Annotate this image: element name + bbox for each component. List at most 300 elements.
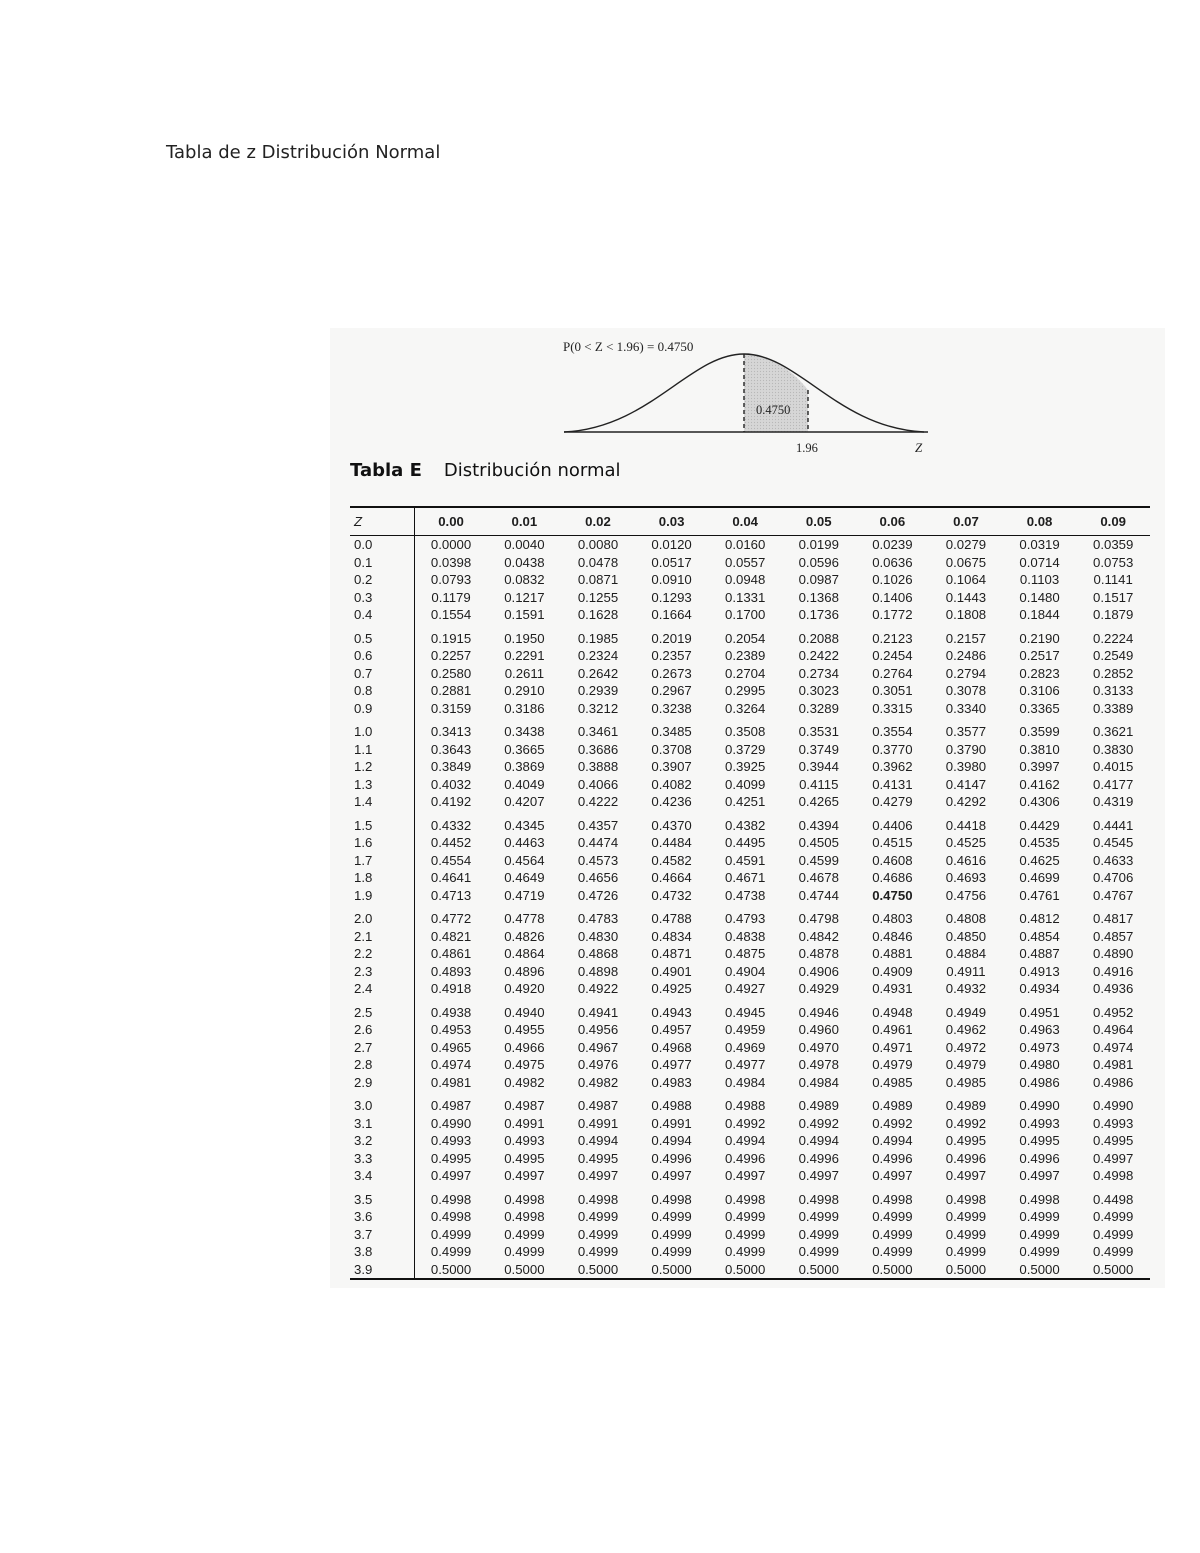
probability-cell: 0.4998 <box>1093 1168 1134 1183</box>
probability-cell: 0.4979 <box>872 1057 913 1072</box>
probability-cell: 0.4525 <box>945 835 987 850</box>
probability-cell: 0.4993 <box>1093 1115 1134 1131</box>
probability-cell: 0.3770 <box>872 741 913 757</box>
probability-cell: 0.4999 <box>725 1226 766 1242</box>
probability-cell: 0.0478 <box>577 554 619 570</box>
probability-cell: 0.4997 <box>725 1168 766 1183</box>
probability-cell: 0.0438 <box>504 554 545 570</box>
probability-cell: 0.3729 <box>725 741 766 757</box>
z-value-cell: 2.3 <box>350 963 414 981</box>
probability-cell: 0.4997 <box>945 1168 987 1183</box>
probability-cell: 0.4956 <box>577 1022 619 1037</box>
z-value-cell: 2.7 <box>350 1039 414 1057</box>
probability-cell: 0.4970 <box>798 1039 839 1055</box>
probability-cell: 0.4997 <box>430 1168 472 1183</box>
probability-cell: 0.4982 <box>577 1074 619 1090</box>
probability-cell: 0.2019 <box>651 630 692 646</box>
probability-cell: 0.1772 <box>872 607 913 622</box>
table-row <box>350 1167 1150 1185</box>
probability-cell: 0.4826 <box>504 928 545 944</box>
probability-cell: 0.4967 <box>577 1039 619 1055</box>
probability-cell: 0.4999 <box>1019 1226 1060 1242</box>
probability-cell: 0.4812 <box>1019 911 1060 926</box>
probability-cell: 0.5000 <box>782 1261 856 1280</box>
probability-cell: 0.4995 <box>430 1150 472 1166</box>
probability-cell: 0.4998 <box>504 1209 545 1224</box>
probability-cell: 0.1406 <box>872 589 913 605</box>
probability-cell: 0.4505 <box>798 835 839 850</box>
probability-cell: 0.3461 <box>577 724 619 739</box>
z-value-cell: 2.6 <box>350 1021 414 1039</box>
probability-cell: 0.4949 <box>945 1004 987 1020</box>
probability-cell: 0.4991 <box>504 1115 545 1131</box>
probability-cell: 0.4999 <box>1093 1244 1134 1259</box>
z-value-cell: 0.5 <box>350 624 414 648</box>
probability-cell: 0.0596 <box>798 554 839 570</box>
z-axis-label: Z <box>915 440 923 455</box>
table-row <box>350 963 1150 981</box>
probability-cell: 0.2157 <box>945 630 987 646</box>
probability-cell: 0.4394 <box>798 817 839 833</box>
table-row <box>350 700 1150 718</box>
probability-cell: 0.4999 <box>577 1244 619 1259</box>
normal-curve-figure <box>330 328 1165 458</box>
probability-cell: 0.1331 <box>725 589 766 605</box>
probability-cell: 0.4131 <box>872 776 913 792</box>
probability-cell: 0.4896 <box>504 963 545 979</box>
probability-cell: 0.2881 <box>430 683 472 698</box>
probability-cell: 0.3599 <box>1019 724 1060 739</box>
probability-cell: 0.4940 <box>504 1004 545 1020</box>
scanned-table-image <box>330 328 1165 1288</box>
probability-cell: 0.4878 <box>798 946 839 961</box>
table-row <box>350 1074 1150 1092</box>
probability-cell: 0.4977 <box>651 1057 692 1072</box>
table-body <box>350 536 1150 1280</box>
probability-cell: 0.4535 <box>1019 835 1060 850</box>
probability-cell: 0.0557 <box>725 554 766 570</box>
probability-cell: 0.4906 <box>798 963 839 979</box>
probability-cell: 0.3508 <box>725 724 766 739</box>
probability-cell: 0.0987 <box>798 572 839 587</box>
probability-cell: 0.4452 <box>430 835 472 850</box>
probability-cell: 0.4999 <box>651 1244 692 1259</box>
probability-cell: 0.5000 <box>488 1261 562 1280</box>
z-table <box>350 506 1150 1280</box>
column-header: 0.03 <box>635 507 709 536</box>
probability-cell: 0.3643 <box>430 741 472 757</box>
probability-cell: 0.4429 <box>1019 817 1060 833</box>
probability-cell: 0.4616 <box>945 852 987 868</box>
probability-cell: 0.4890 <box>1093 946 1134 961</box>
probability-cell: 0.4082 <box>651 776 692 792</box>
probability-cell: 0.4994 <box>872 1133 913 1148</box>
probability-cell: 0.4980 <box>1019 1057 1060 1072</box>
probability-cell: 0.4370 <box>651 817 692 833</box>
probability-cell: 0.0714 <box>1019 554 1060 570</box>
probability-cell: 0.4991 <box>577 1115 619 1131</box>
probability-cell: 0.4981 <box>430 1074 472 1090</box>
probability-cell: 0.4686 <box>872 870 913 885</box>
probability-cell: 0.4147 <box>945 776 987 792</box>
probability-cell: 0.3106 <box>1019 683 1060 698</box>
z-value-cell: 3.0 <box>350 1091 414 1115</box>
probability-cell: 0.3749 <box>798 741 839 757</box>
probability-cell: 0.4996 <box>945 1150 987 1166</box>
probability-cell: 0.2549 <box>1093 648 1134 663</box>
probability-cell: 0.2611 <box>504 665 545 681</box>
probability-cell: 0.2517 <box>1019 648 1060 663</box>
probability-cell: 0.4495 <box>725 835 766 850</box>
probability-cell: 0.4066 <box>577 776 619 792</box>
probability-cell: 0.3907 <box>651 759 692 774</box>
probability-cell: 0.2257 <box>430 648 472 663</box>
probability-cell: 0.4984 <box>798 1074 839 1090</box>
probability-cell: 0.4236 <box>651 794 692 809</box>
probability-cell: 0.3438 <box>504 724 545 739</box>
column-header: 0.09 <box>1076 507 1150 536</box>
probability-cell: 0.4990 <box>430 1115 472 1131</box>
column-header: 0.04 <box>708 507 782 536</box>
z-value-cell: 0.3 <box>350 589 414 607</box>
probability-cell: 0.2673 <box>651 665 692 681</box>
probability-cell: 0.2389 <box>725 648 766 663</box>
table-row <box>350 928 1150 946</box>
probability-cell: 0.0910 <box>651 572 692 587</box>
z-value-cell: 3.8 <box>350 1243 414 1261</box>
probability-cell: 0.3708 <box>651 741 692 757</box>
probability-cell: 0.4969 <box>725 1039 766 1055</box>
probability-cell: 0.5000 <box>1076 1261 1150 1280</box>
table-row <box>350 1226 1150 1244</box>
table-row <box>350 776 1150 794</box>
probability-cell: 0.4997 <box>872 1168 913 1183</box>
probability-cell: 0.4974 <box>430 1057 472 1072</box>
probability-cell: 0.4857 <box>1093 928 1134 944</box>
column-header: 0.05 <box>782 507 856 536</box>
probability-cell: 0.4909 <box>872 963 913 979</box>
probability-cell: 0.1808 <box>945 607 987 622</box>
probability-cell: 0.4778 <box>504 911 545 926</box>
probability-cell: 0.2454 <box>872 648 913 663</box>
probability-cell: 0.3389 <box>1093 700 1134 716</box>
probability-cell: 0.3023 <box>798 683 839 698</box>
z-value-cell: 0.0 <box>350 536 414 554</box>
probability-cell: 0.0319 <box>1019 537 1060 552</box>
probability-cell: 0.4993 <box>504 1133 545 1148</box>
header-row <box>350 507 1150 536</box>
probability-cell: 0.4693 <box>945 870 987 885</box>
probability-cell: 0.4554 <box>430 852 472 868</box>
probability-cell: 0.4997 <box>798 1168 839 1183</box>
probability-cell: 0.5000 <box>708 1261 782 1280</box>
probability-cell: 0.4972 <box>945 1039 987 1055</box>
probability-cell: 0.4732 <box>651 887 692 903</box>
probability-cell: 0.4049 <box>504 776 545 792</box>
z-value-cell: 3.1 <box>350 1115 414 1133</box>
probability-cell: 0.1293 <box>651 589 692 605</box>
probability-cell: 0.3485 <box>651 724 692 739</box>
z-value-cell: 0.7 <box>350 665 414 683</box>
probability-cell: 0.0753 <box>1093 554 1134 570</box>
probability-cell: 0.4999 <box>872 1226 913 1242</box>
probability-label: P(0 < Z < 1.96) = 0.4750 <box>563 339 694 354</box>
z-value-cell: 1.0 <box>350 717 414 741</box>
table-row <box>350 554 1150 572</box>
probability-cell: 0.4292 <box>945 794 987 809</box>
probability-cell: 0.4656 <box>577 870 619 885</box>
probability-cell: 0.4999 <box>430 1226 472 1242</box>
probability-cell: 0.4918 <box>430 981 472 996</box>
table-row <box>350 741 1150 759</box>
probability-cell: 0.4864 <box>504 946 545 961</box>
probability-cell: 0.2642 <box>577 665 619 681</box>
probability-cell: 0.4989 <box>798 1098 839 1113</box>
table-row <box>350 536 1150 554</box>
probability-cell: 0.4994 <box>651 1133 692 1148</box>
z-value-cell: 0.6 <box>350 647 414 665</box>
probability-cell: 0.4821 <box>430 928 472 944</box>
probability-cell: 0.4032 <box>430 776 472 792</box>
probability-cell: 0.2291 <box>504 648 545 663</box>
probability-cell: 0.4968 <box>651 1039 692 1055</box>
probability-cell: 0.4999 <box>945 1244 987 1259</box>
probability-cell: 0.4756 <box>945 887 987 903</box>
table-row <box>350 945 1150 963</box>
probability-cell: 0.0948 <box>725 572 766 587</box>
z-value-cell: 1.1 <box>350 741 414 759</box>
probability-cell: 0.4999 <box>945 1209 987 1224</box>
probability-cell: 0.3790 <box>945 741 987 757</box>
probability-cell: 0.4999 <box>798 1209 839 1224</box>
probability-cell: 0.0517 <box>651 554 692 570</box>
table-row <box>350 1132 1150 1150</box>
probability-cell: 0.4904 <box>725 963 766 979</box>
probability-cell: 0.2910 <box>504 683 545 698</box>
probability-cell: 0.0000 <box>430 537 472 552</box>
probability-cell: 0.4319 <box>1093 794 1134 809</box>
probability-cell: 0.4982 <box>504 1074 545 1090</box>
probability-cell: 0.4976 <box>577 1057 619 1072</box>
probability-cell: 0.4986 <box>1019 1074 1060 1090</box>
probability-cell: 0.3264 <box>725 700 766 716</box>
probability-cell: 0.3051 <box>872 683 913 698</box>
probability-cell: 0.3238 <box>651 700 692 716</box>
probability-cell: 0.3315 <box>872 700 913 716</box>
probability-cell: 0.4987 <box>504 1098 545 1113</box>
probability-cell: 0.3159 <box>430 700 472 716</box>
probability-cell: 0.4564 <box>504 852 545 868</box>
z-value-cell: 2.0 <box>350 904 414 928</box>
probability-cell: 0.0636 <box>872 554 913 570</box>
probability-cell: 0.4875 <box>725 946 766 961</box>
probability-cell: 0.1664 <box>651 607 692 622</box>
probability-cell: 0.5000 <box>635 1261 709 1280</box>
probability-cell: 0.1217 <box>504 589 545 605</box>
z-value-cell: 2.1 <box>350 928 414 946</box>
z-value-cell: 3.9 <box>350 1261 414 1280</box>
probability-cell: 0.2486 <box>945 648 987 663</box>
probability-cell: 0.4993 <box>1019 1115 1060 1131</box>
probability-cell: 0.4964 <box>1093 1022 1134 1037</box>
probability-cell: 0.4957 <box>651 1022 692 1037</box>
z-value-cell: 3.5 <box>350 1185 414 1209</box>
probability-cell: 0.4996 <box>651 1150 692 1166</box>
probability-cell: 0.4999 <box>651 1226 692 1242</box>
table-row <box>350 1261 1150 1280</box>
probability-cell: 0.4265 <box>798 794 839 809</box>
probability-cell: 0.4998 <box>725 1191 766 1207</box>
probability-cell: 0.2704 <box>725 665 766 681</box>
probability-cell: 0.4981 <box>1093 1057 1134 1072</box>
probability-cell: 0.4997 <box>1019 1168 1060 1183</box>
probability-cell: 0.4998 <box>430 1191 472 1207</box>
z-value-cell: 1.2 <box>350 758 414 776</box>
probability-cell: 0.4999 <box>504 1244 545 1259</box>
probability-cell: 0.3577 <box>945 724 987 739</box>
table-row <box>350 717 1150 741</box>
probability-cell: 0.4998 <box>798 1191 839 1207</box>
probability-cell: 0.3133 <box>1093 683 1134 698</box>
probability-cell: 0.3925 <box>725 759 766 774</box>
z-value-cell: 3.3 <box>350 1150 414 1168</box>
probability-cell: 0.2123 <box>872 630 913 646</box>
probability-cell: 0.4994 <box>798 1133 839 1148</box>
probability-cell: 0.1443 <box>945 589 987 605</box>
probability-cell: 0.3340 <box>945 700 987 716</box>
probability-cell: 0.1591 <box>504 607 545 622</box>
probability-cell: 0.4599 <box>798 852 839 868</box>
probability-cell: 0.4992 <box>798 1115 839 1131</box>
probability-cell: 0.4664 <box>651 870 692 885</box>
probability-cell: 0.5000 <box>561 1261 635 1280</box>
table-row <box>350 998 1150 1022</box>
probability-cell: 0.4591 <box>725 852 766 868</box>
z-value-cell: 1.9 <box>350 887 414 905</box>
probability-cell: 0.4699 <box>1019 870 1060 885</box>
probability-cell: 0.4641 <box>430 870 472 885</box>
probability-cell: 0.2357 <box>651 648 692 663</box>
probability-cell: 0.4990 <box>1093 1098 1134 1113</box>
probability-cell: 0.4938 <box>430 1004 472 1020</box>
z-value-cell: 2.2 <box>350 945 414 963</box>
area-label: 0.4750 <box>756 403 791 417</box>
probability-cell: 0.0359 <box>1093 537 1134 552</box>
table-row <box>350 1185 1150 1209</box>
probability-cell: 0.4115 <box>799 776 839 792</box>
column-header: 0.00 <box>414 507 488 536</box>
probability-cell: 0.4998 <box>430 1209 472 1224</box>
probability-cell: 0.4995 <box>1093 1133 1134 1148</box>
probability-cell: 0.4251 <box>725 794 766 809</box>
probability-cell: 0.0871 <box>577 572 619 587</box>
probability-cell: 0.1179 <box>431 589 471 605</box>
probability-cell: 0.2794 <box>945 665 987 681</box>
probability-cell: 0.4948 <box>872 1004 913 1020</box>
z-value-cell: 1.8 <box>350 869 414 887</box>
probability-cell: 0.4995 <box>1019 1133 1060 1148</box>
probability-cell: 0.0675 <box>945 554 987 570</box>
probability-cell: 0.4985 <box>945 1074 987 1090</box>
probability-cell: 0.4987 <box>577 1098 619 1113</box>
probability-cell: 0.4357 <box>577 817 619 833</box>
probability-cell: 0.4989 <box>945 1098 987 1113</box>
probability-cell: 0.4788 <box>651 911 692 926</box>
probability-cell: 0.4893 <box>430 963 472 979</box>
probability-cell: 0.4474 <box>577 835 619 850</box>
probability-cell: 0.4177 <box>1093 776 1134 792</box>
probability-cell: 0.1879 <box>1093 607 1134 622</box>
probability-cell: 0.4842 <box>798 928 839 944</box>
probability-cell: 0.4222 <box>577 794 619 809</box>
probability-cell: 0.4999 <box>651 1209 692 1224</box>
z-value-cell: 3.2 <box>350 1132 414 1150</box>
z-value-cell: 2.8 <box>350 1056 414 1074</box>
probability-cell: 0.4959 <box>725 1022 766 1037</box>
probability-cell: 0.4498 <box>1093 1191 1134 1207</box>
probability-cell: 0.1950 <box>504 630 545 646</box>
probability-cell: 0.2995 <box>725 683 766 698</box>
probability-cell: 0.4913 <box>1019 963 1060 979</box>
probability-cell: 0.4744 <box>798 887 839 903</box>
probability-cell: 0.2324 <box>577 648 619 663</box>
probability-cell: 0.4726 <box>577 887 619 903</box>
z-value-cell: 1.3 <box>350 776 414 794</box>
probability-cell: 0.4838 <box>725 928 766 944</box>
probability-cell: 0.3665 <box>504 741 545 757</box>
probability-cell: 0.4960 <box>798 1022 839 1037</box>
probability-cell: 0.4854 <box>1019 928 1060 944</box>
probability-cell: 0.0793 <box>430 572 472 587</box>
probability-cell: 0.2088 <box>798 630 839 646</box>
probability-cell: 0.4738 <box>725 887 766 903</box>
probability-cell: 0.1255 <box>577 589 619 605</box>
probability-cell: 0.3810 <box>1019 741 1060 757</box>
z-value-cell: 1.5 <box>350 811 414 835</box>
probability-cell: 0.4952 <box>1093 1004 1134 1020</box>
probability-cell: 0.4999 <box>504 1226 545 1242</box>
probability-cell: 0.4987 <box>430 1098 472 1113</box>
probability-cell: 0.4994 <box>725 1133 766 1148</box>
probability-cell: 0.4633 <box>1093 852 1134 868</box>
z-value-cell: 2.4 <box>350 980 414 998</box>
probability-cell: 0.0040 <box>504 537 545 552</box>
probability-cell: 0.4998 <box>577 1191 619 1207</box>
probability-cell: 0.4887 <box>1019 946 1060 961</box>
probability-cell: 0.4719 <box>504 887 545 903</box>
probability-cell: 0.0199 <box>798 537 839 552</box>
probability-cell: 0.5000 <box>929 1261 1003 1280</box>
probability-cell: 0.4997 <box>504 1168 545 1183</box>
probability-cell: 0.1064 <box>945 572 987 587</box>
probability-cell: 0.4995 <box>945 1133 987 1148</box>
probability-cell: 0.4418 <box>945 817 987 833</box>
probability-cell: 0.3869 <box>504 759 545 774</box>
probability-cell: 0.4998 <box>1019 1191 1060 1207</box>
table-row <box>350 682 1150 700</box>
column-header: 0.06 <box>856 507 930 536</box>
probability-cell: 0.0120 <box>651 537 692 552</box>
probability-cell: 0.4990 <box>1019 1098 1060 1113</box>
column-header: 0.08 <box>1003 507 1077 536</box>
z-value-cell: 2.5 <box>350 998 414 1022</box>
probability-cell: 0.4846 <box>872 928 913 944</box>
probability-cell: 0.2054 <box>725 630 766 646</box>
probability-cell: 0.4830 <box>577 928 619 944</box>
z-value-cell: 3.4 <box>350 1167 414 1185</box>
probability-cell: 0.4901 <box>651 963 692 979</box>
table-row <box>350 980 1150 998</box>
